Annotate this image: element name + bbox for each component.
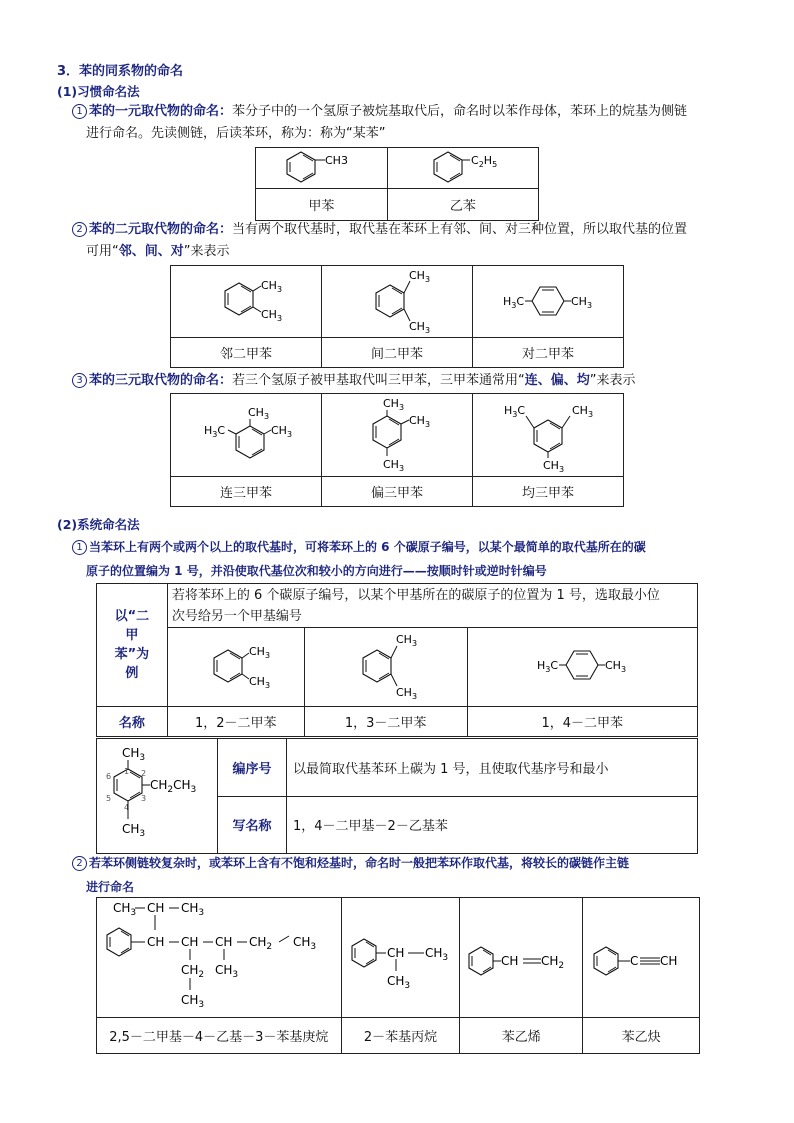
item-text-pre: 可用“ <box>86 244 119 259</box>
example-structure <box>97 739 218 854</box>
svg-text:CH3: $CH_3$ <box>571 294 593 310</box>
ortho-xylene-structure <box>171 266 322 338</box>
svg-text:CH3: $CH_3$ <box>605 659 627 674</box>
name-cell: 甲苯 <box>256 189 388 221</box>
svg-text:CH2: $CH_2$ <box>248 935 272 952</box>
svg-text:CH: CH <box>146 901 165 915</box>
part2-heading: (2)系统命名法 <box>57 517 140 532</box>
xylene-system-table <box>96 583 698 737</box>
example-name: 1，4－二甲基－2－乙基苯 <box>287 796 698 854</box>
meta-xylene-structure <box>322 266 473 338</box>
methyl-label: CH3 <box>325 154 349 167</box>
mono-substituted-table <box>255 147 539 221</box>
para-xylene-structure <box>473 266 624 338</box>
item-text: 若苯环侧链较复杂时，或苯环上含有不饱和烃基时，命名时一般把苯环作取代基，将较长的碳链作主链 <box>89 856 630 870</box>
svg-text:CH3: $CH_3$ <box>180 901 204 918</box>
di-substituted-table <box>170 265 624 368</box>
svg-text:H3C: $H_3C$ <box>537 659 559 674</box>
svg-text:H3C: $H_3C$ <box>204 424 226 439</box>
svg-text:CH3: $CH_3$ <box>409 268 431 284</box>
item-text-em: 邻、间、对 <box>118 244 184 259</box>
svg-text:CH3: $CH_3$ <box>248 675 270 690</box>
svg-text:CH: CH <box>501 953 519 968</box>
svg-text:CH: CH <box>660 953 678 968</box>
toluene-structure <box>256 148 388 189</box>
svg-text:CH3: $CH_3$ <box>395 633 417 648</box>
svg-text:CH3: $CH_3$ <box>425 945 449 963</box>
item-text-post: ”来表示 <box>183 244 230 259</box>
complex-structure <box>97 898 342 1018</box>
item-text-post: ”来表示 <box>589 373 636 388</box>
item-text-pre: 若三个氢原子被甲基取代叫三甲苯，三甲苯通常用“ <box>232 373 525 388</box>
svg-text:CH3: $CH_3$ <box>409 319 431 333</box>
svg-text:CH2: $CH_2$ <box>180 963 204 980</box>
name-cell: 1，4－二甲苯 <box>467 707 698 737</box>
svg-text:C2H5: $C_2H_5$ <box>470 154 497 169</box>
xylene-12-structure <box>167 628 304 707</box>
item-text-line2: 进行命名 <box>86 880 135 894</box>
item-label: 苯的一元取代物的命名： <box>89 104 233 119</box>
description-cell: 若将苯环上的 6 个碳原子编号，以某个甲基所在的碳原子的位置为 1 号，选取最小位 次号给另一个甲基编号 <box>167 584 697 628</box>
name-cell: 间二甲苯 <box>322 338 473 368</box>
item-text: 苯分子中的一个氢原子被烷基取代后，命名时以苯作母体，苯环上的烷基为侧链 <box>232 104 688 119</box>
cumene-structure <box>341 898 460 1018</box>
part1-item3-text <box>72 370 762 392</box>
name-cell: 2－苯基丙烷 <box>341 1018 460 1054</box>
part2-item1-text <box>72 535 762 583</box>
mesitylene-structure <box>473 394 624 477</box>
name-cell: 乙苯 <box>387 189 538 221</box>
svg-text:C: C <box>630 953 639 968</box>
svg-text:CH: CH <box>180 935 199 949</box>
svg-text:CH: CH <box>214 935 233 949</box>
svg-text:CH3: $CH_3$ <box>409 414 431 429</box>
part1-heading: (1)习惯命名法 <box>57 84 140 99</box>
svg-text:CH3: $CH_3$ <box>383 397 405 412</box>
pseudocumene-structure <box>322 394 473 477</box>
svg-text:CH3: $CH_3$ <box>271 424 293 439</box>
section-title: 3．苯的同系物的命名 <box>57 64 184 79</box>
item-text: 当苯环上有两个或两个以上的取代基时，可将苯环上的 6 个碳原子编号，以某个最简单的取代基所在的碳 <box>89 540 646 554</box>
svg-text:CH3: $CH_3$ <box>112 901 136 918</box>
svg-text:6: 6 <box>106 772 112 781</box>
svg-text:CH3: $CH_3$ <box>214 963 238 980</box>
svg-text:CH2CH3: $CH_2CH_3$ <box>150 778 197 795</box>
name-cell: 连三甲苯 <box>171 477 322 507</box>
svg-text:5: 5 <box>106 794 112 803</box>
xylene-14-structure <box>467 628 698 707</box>
name-label: 写名称 <box>218 796 287 854</box>
item-number: 2 <box>72 856 87 871</box>
name-cell: 邻二甲苯 <box>171 338 322 368</box>
name-cell: 1，3－二甲苯 <box>304 707 467 737</box>
tri-substituted-table <box>170 393 624 507</box>
item-number: 1 <box>72 540 87 555</box>
svg-text:CH: CH <box>146 935 165 949</box>
svg-text:CH: CH <box>387 945 405 960</box>
svg-text:CH3: $CH_3$ <box>180 993 204 1010</box>
svg-text:CH3: $CH_3$ <box>543 459 565 472</box>
svg-text:4: 4 <box>124 803 130 812</box>
ethylbenzene-structure <box>387 148 538 189</box>
svg-text:CH3: $CH_3$ <box>261 307 283 323</box>
name-cell: 偏三甲苯 <box>322 477 473 507</box>
hemimellitene-structure <box>171 394 322 477</box>
svg-text:CH3: $CH_3$ <box>248 406 270 421</box>
complex-side-chain-table <box>96 897 700 1054</box>
name-cell: 2,5－二甲基－4－乙基－3－苯基庚烷 <box>97 1018 342 1054</box>
item-text-em: 连、偏、均 <box>524 373 590 388</box>
svg-text:2: 2 <box>141 769 147 778</box>
part1-item1-text <box>72 101 752 145</box>
svg-text:CH3: $CH_3$ <box>383 458 405 472</box>
item-number: 3 <box>72 373 87 388</box>
item-text-line2: 进行命名。先读侧链，后读苯环，称为：称为“某苯” <box>86 126 386 141</box>
name-cell: 苯乙烯 <box>460 1018 583 1054</box>
order-text: 以最简取代基苯环上碳为 1 号，且使取代基序号和最小 <box>287 739 698 797</box>
svg-text:CH3: $CH_3$ <box>122 746 146 763</box>
example-table <box>96 738 698 854</box>
name-cell: 苯乙炔 <box>583 1018 700 1054</box>
name-cell: 1，2－二甲苯 <box>167 707 304 737</box>
svg-text:CH3: $CH_3$ <box>387 973 411 991</box>
styrene-structure <box>460 898 583 1018</box>
item-label: 苯的二元取代物的命名： <box>89 222 233 237</box>
part2-item2-text <box>72 851 762 899</box>
svg-text:CH3: $CH_3$ <box>248 645 270 660</box>
phenylacetylene-structure <box>583 898 700 1018</box>
side-label: 以“二甲苯”为例 <box>97 584 168 707</box>
item-text-line2: 原子的位置编为 1 号，并沿使取代基位次和较小的方向进行——按顺时针或逆时针编号 <box>86 564 547 578</box>
name-cell: 均三甲苯 <box>473 477 624 507</box>
svg-text:CH3: $CH_3$ <box>395 686 417 701</box>
svg-text:CH3: $CH_3$ <box>122 822 146 839</box>
name-label: 名称 <box>97 707 168 737</box>
svg-text:CH3: $CH_3$ <box>292 935 316 952</box>
svg-text:CH2: $CH_2$ <box>541 953 565 971</box>
svg-text:CH3: $CH_3$ <box>572 404 594 419</box>
name-cell: 对二甲苯 <box>473 338 624 368</box>
item-number: 1 <box>72 104 87 119</box>
order-label: 编序号 <box>218 739 287 797</box>
item-text: 当有两个取代基时，取代基在苯环上有邻、间、对三种位置，所以取代基的位置 <box>232 222 688 237</box>
svg-text:CH3: $CH_3$ <box>261 278 283 294</box>
svg-text:H3C: $H_3C$ <box>503 294 525 310</box>
item-label: 苯的三元取代物的命名： <box>89 373 233 388</box>
item-number: 2 <box>72 222 87 237</box>
svg-text:1: 1 <box>124 767 130 776</box>
svg-text:H3C: $H_3C$ <box>504 404 526 419</box>
svg-text:3: 3 <box>141 794 147 803</box>
part1-item2-text <box>72 219 752 263</box>
xylene-13-structure <box>304 628 467 707</box>
